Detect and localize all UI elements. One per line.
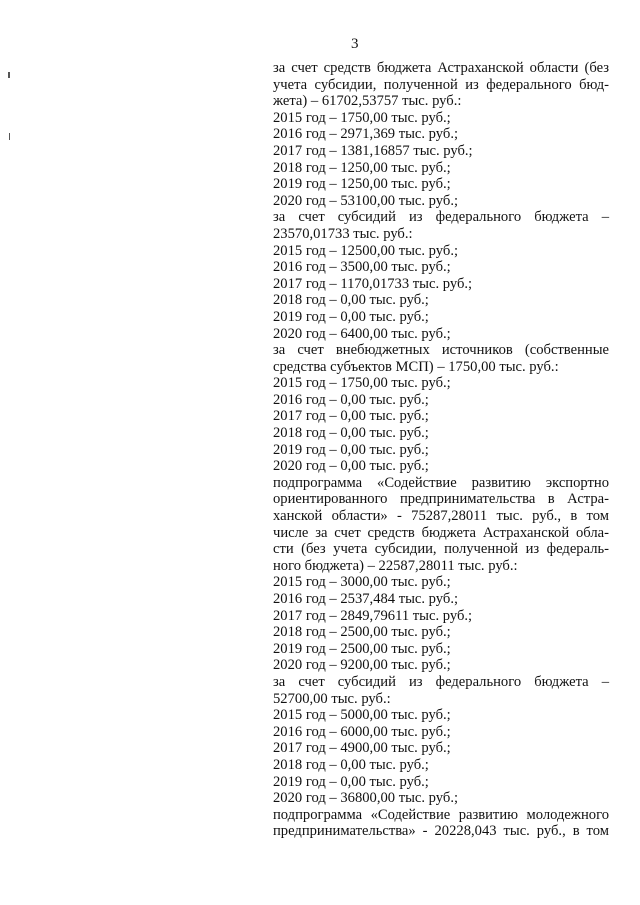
text-line: жета) – 61702,53757 тыс. руб.:: [273, 93, 462, 110]
text-line: ханской области» - 75287,28011 тыс. руб., в том: [273, 508, 609, 525]
text-line: учета субсидии, полученной из федерального бюд-: [273, 76, 609, 93]
text-line: 2018 год – 0,00 тыс. руб.;: [273, 756, 429, 773]
text-line: 2020 год – 6400,00 тыс. руб.;: [273, 325, 451, 342]
text-line: 2019 год – 0,00 тыс. руб.;: [273, 773, 429, 790]
text-line: 2019 год – 0,00 тыс. руб.;: [273, 308, 429, 325]
text-line: 2015 год – 3000,00 тыс. руб.;: [273, 574, 451, 591]
text-line: подпрограмма «Содействие развитию молодежного: [273, 806, 609, 823]
text-line: сти (без учета субсидии, полученной из федераль-: [273, 541, 609, 558]
text-line: предпринимательства» - 20228,043 тыс. руб., в том: [273, 823, 609, 840]
text-line: 2016 год – 0,00 тыс. руб.;: [273, 391, 429, 408]
text-line: ориентированного предпринимательства в Астра-: [273, 491, 609, 508]
text-line: 2015 год – 12500,00 тыс. руб.;: [273, 242, 459, 259]
text-line: 2019 год – 0,00 тыс. руб.;: [273, 441, 429, 458]
text-line: 2019 год – 1250,00 тыс. руб.;: [273, 176, 451, 193]
text-line: 2015 год – 1750,00 тыс. руб.;: [273, 109, 451, 126]
text-line: подпрограмма «Содействие развитию экспортно: [273, 474, 609, 491]
text-line: 2016 год – 2971,369 тыс. руб.;: [273, 126, 459, 143]
text-line: 2016 год – 2537,484 тыс. руб.;: [273, 591, 459, 607]
text-line: 2017 год – 1170,01733 тыс. руб.;: [273, 275, 473, 292]
text-line: 2015 год – 5000,00 тыс. руб.;: [273, 707, 451, 724]
scan-speck: [8, 72, 10, 78]
scan-speck: [9, 133, 10, 140]
text-line: 2016 год – 3500,00 тыс. руб.;: [273, 259, 451, 276]
text-line: 2017 год – 4900,00 тыс. руб.;: [273, 740, 451, 757]
text-line: за счет субсидий из федерального бюджета –: [273, 673, 609, 690]
document-text-column: [273, 60, 609, 840]
text-line: 2020 год – 36800,00 тыс. руб.;: [273, 790, 459, 807]
text-line: 2017 год – 1381,16857 тыс. руб.;: [273, 142, 473, 159]
text-line: за счет средств бюджета Астраханской области (без: [273, 60, 609, 76]
text-line: 2018 год – 2500,00 тыс. руб.;: [273, 624, 451, 641]
text-line: 2019 год – 2500,00 тыс. руб.;: [273, 640, 451, 657]
text-line: 2020 год – 0,00 тыс. руб.;: [273, 458, 429, 475]
text-line: 2015 год – 1750,00 тыс. руб.;: [273, 375, 451, 392]
text-line: средства субъектов МСП) – 1750,00 тыс. руб.:: [273, 358, 559, 375]
text-line: за счет субсидий из федерального бюджета –: [273, 209, 609, 226]
text-line: 23570,01733 тыс. руб.:: [273, 225, 413, 242]
text-line: 2017 год – 2849,79611 тыс. руб.;: [273, 607, 473, 624]
text-line: 2018 год – 0,00 тыс. руб.;: [273, 292, 429, 309]
text-line: 2020 год – 9200,00 тыс. руб.;: [273, 657, 451, 674]
text-line: 2018 год – 1250,00 тыс. руб.;: [273, 159, 451, 176]
text-line: 2020 год – 53100,00 тыс. руб.;: [273, 192, 459, 209]
text-line: числе за счет средств бюджета Астраханской обла-: [273, 524, 609, 541]
text-line: ного бюджета) – 22587,28011 тыс. руб.:: [273, 557, 518, 574]
page-number: 3: [351, 36, 359, 52]
text-line: 2016 год – 6000,00 тыс. руб.;: [273, 723, 451, 740]
text-line: 52700,00 тыс. руб.:: [273, 690, 391, 707]
text-line: за счет внебюджетных источников (собственные: [273, 342, 609, 359]
text-line: 2017 год – 0,00 тыс. руб.;: [273, 408, 429, 425]
text-line: 2018 год – 0,00 тыс. руб.;: [273, 425, 429, 442]
